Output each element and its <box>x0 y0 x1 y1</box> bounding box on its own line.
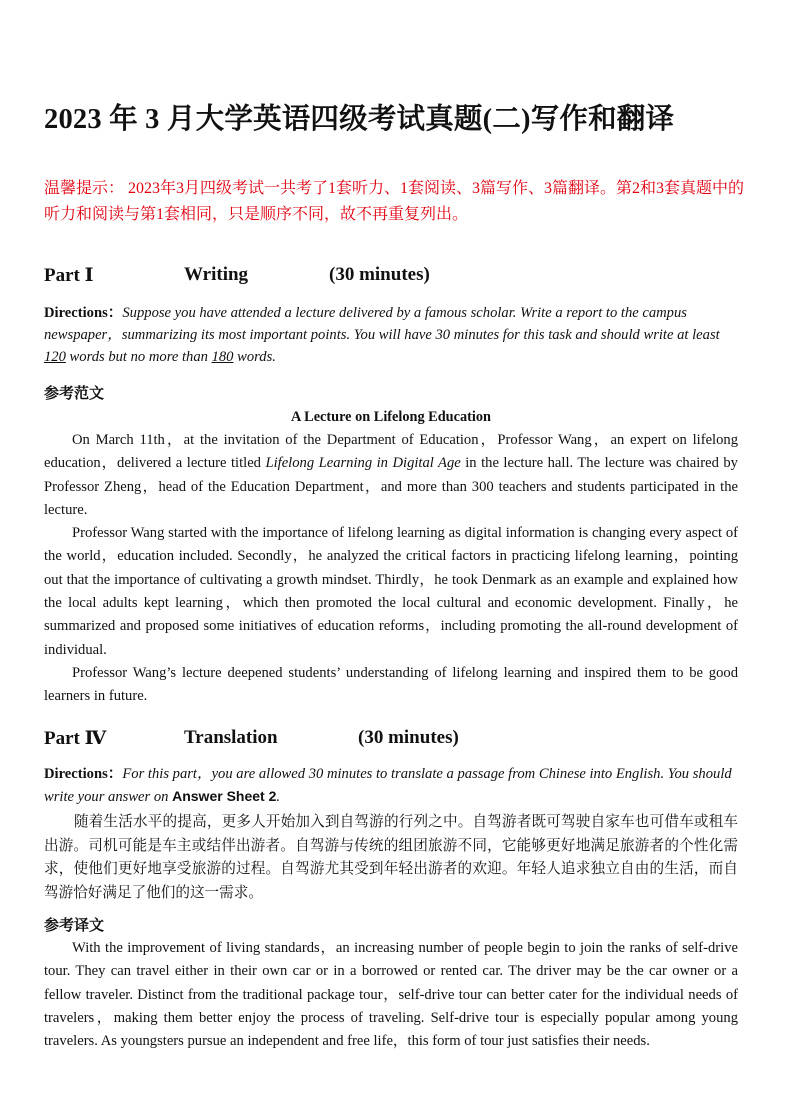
essay-body <box>44 429 738 709</box>
translation-part-time: (30 minutes) <box>358 727 459 748</box>
writing-max-words: 180 <box>211 349 234 365</box>
essay-paragraph: Professor Wang’s lecture deepened students’ understanding of lifelong learning and inspired them to be good learners in future. <box>44 664 738 705</box>
writing-directions-label: Directions： <box>44 305 123 321</box>
translation-directions-text-b: . <box>276 789 281 805</box>
writing-directions-text-c: words. <box>233 349 276 365</box>
essay-paragraph: Professor Wang started with the importance of lifelong learning as digital information is changing every aspect of the world，education included. Secondly，he analyzed the critical factors in practicing lifelong learning，pointing out that the importance of cultivating a growth mindset. Thirdly，he took Denmark as an example and explained how the local adults kept learning，which then promoted the local cultural and economic development. Finally，he summarized and proposed some initiatives of education reforms，including promoting the all-round development of individual. <box>44 525 738 658</box>
writing-part-number: Part Ⅰ <box>44 265 94 286</box>
writing-part-name: Writing <box>184 264 249 285</box>
essay-title: A Lecture on Lifelong Education <box>291 409 491 425</box>
writing-directions-text-b: words but no more than <box>65 349 212 365</box>
translation-directions <box>44 763 738 808</box>
page-title: 2023 年 3 月大学英语四级考试真题(二)写作和翻译 <box>44 104 675 135</box>
chinese-passage: 随着生活水平的提高，更多人开始加入到自驾游的行列之中。自驾游者既可驾驶自家车也可借车或租车出游。司机可能是车主或结伴出游者。自驾游与传统的组团旅游不同，它能够更好地满足旅游者的个性化需求，使他们更好地享受旅游的过程。自驾游尤其受到年轻出游者的欢迎。年轻人追求独立自由的生活，而自驾游恰好满足了他们的这一需求。 <box>44 813 738 901</box>
answer-sheet-label: Answer Sheet 2 <box>172 788 277 804</box>
lecture-title: Lifelong Learning in Digital Age <box>265 455 461 472</box>
essay-paragraph <box>44 429 738 522</box>
translation-part-number: Part Ⅳ <box>44 728 107 749</box>
writing-sample-label: 参考范文 <box>44 384 105 402</box>
essay-p1-text-a: On March 11th，at the invitation of the Department of Education，Professor Wang，an expert on lifelong education，delivered a lecture titled <box>44 432 738 472</box>
writing-directions-text-a: Suppose you have attended a lecture delivered by a famous scholar. Write a report to the campus newspaper，summarizing its most important points. You will have 30 minutes for this task and should write at least <box>44 305 720 343</box>
translation-sample-label: 参考译文 <box>44 916 105 934</box>
notice-text: 温馨提示： 2023年3月四级考试一共考了1套听力、1套阅读、3篇写作、3篇翻译。第2和3套真题中的听力和阅读与第1套相同，只是顺序不同，故不再重复列出。 <box>44 180 745 223</box>
writing-part-time: (30 minutes) <box>329 264 430 285</box>
essay-p1-text-b: in the lecture hall. The lecture was chaired by Professor Zheng，head of the Education Department，and more than 300 teachers and students participated in the lecture. <box>44 455 738 518</box>
translation-answer <box>44 937 738 1053</box>
writing-min-words: 120 <box>44 349 66 365</box>
translation-part-name: Translation <box>184 727 278 748</box>
translation-answer-paragraph: With the improvement of living standards，an increasing number of people begin to join the ranks of self-drive tour. They can travel either in their own car or in a borrowed or rented car. The driver may be the car owner or a fellow traveler. Distinct from the traditional package tour，self-drive tour can better cater for the individual needs of travelers，making them better enjoy the process of traveling. Self-drive tour is especially popular among young travelers. As youngsters pursue an independent and free life，this form of tour just satisfies their needs. <box>44 940 738 1050</box>
translation-directions-text-a: For this part，you are allowed 30 minutes to translate a passage from Chinese into English. You should write your answer on <box>44 766 732 805</box>
translation-directions-label: Directions： <box>44 766 123 782</box>
writing-directions <box>44 302 738 368</box>
